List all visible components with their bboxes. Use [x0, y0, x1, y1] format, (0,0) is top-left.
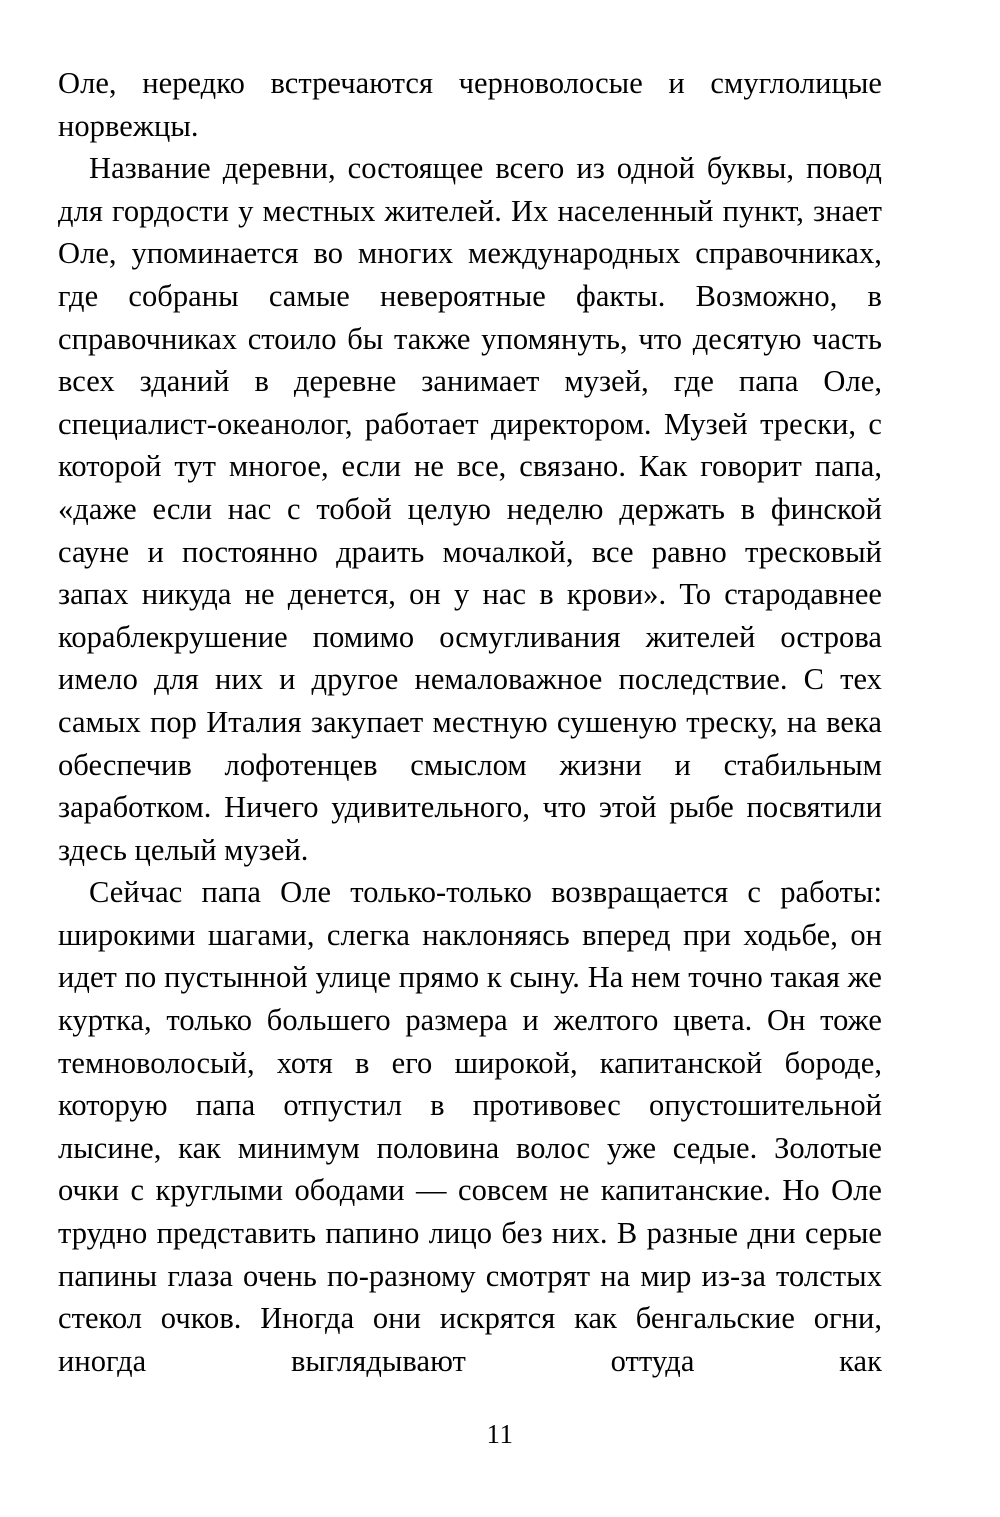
paragraph-2: Название деревни, состоящее всего из одной буквы, повод для гордости у местных жителей. Их населенный пункт, знает Оле, упоминается во многих международных справочниках, где собраны самые невероятные факты. Возможно, в справочниках стоило бы также упомянуть, что десятую часть всех зданий в деревне занимает музей, где папа Оле, специалист-океанолог, работает директором. Музей трески, с которой тут многое, если не все, связано. Как говорит папа, «даже если нас с тобой целую неделю держать в финской сауне и постоянно драить мочалкой, все равно тресковый запах никуда не денется, он у нас в крови». То стародавнее кораблекрушение помимо осмугливания жителей острова имело для них и другое немаловажное последствие. С тех самых пор Италия закупает местную сушеную треску, на века обеспечив лофотенцев смыслом жизни и стабильным заработком. Ничего удивительного, что этой рыбе посвятили здесь целый музей.: [58, 151, 882, 867]
paragraph-3: Сейчас папа Оле только-только возвращается с работы: широкими шагами, слегка наклоняясь вперед при ходьбе, он идет по пустынной улице прямо к сыну. На нем точно такая же куртка, только большего размера и желтого цвета. Он тоже темноволосый, хотя в его широкой, капитанской бороде, которую папа отпустил в противовес опустошительной лысине, как минимум половина волос уже седые. Золотые очки с круглыми ободами — совсем не капитанские. Но Оле трудно представить папино лицо без них. В разные дни серые папины глаза очень по-разному смотрят на мир из-за толстых стекол очков. Иногда они искрятся как бенгальские огни, иногда выглядывают оттуда как: [58, 875, 882, 1378]
page-number: 11: [486, 1419, 514, 1449]
page-text-block: [58, 62, 882, 1425]
paragraph-1: Оле, нередко встречаются черноволосые и смуглолицые норвежцы.: [58, 66, 882, 143]
